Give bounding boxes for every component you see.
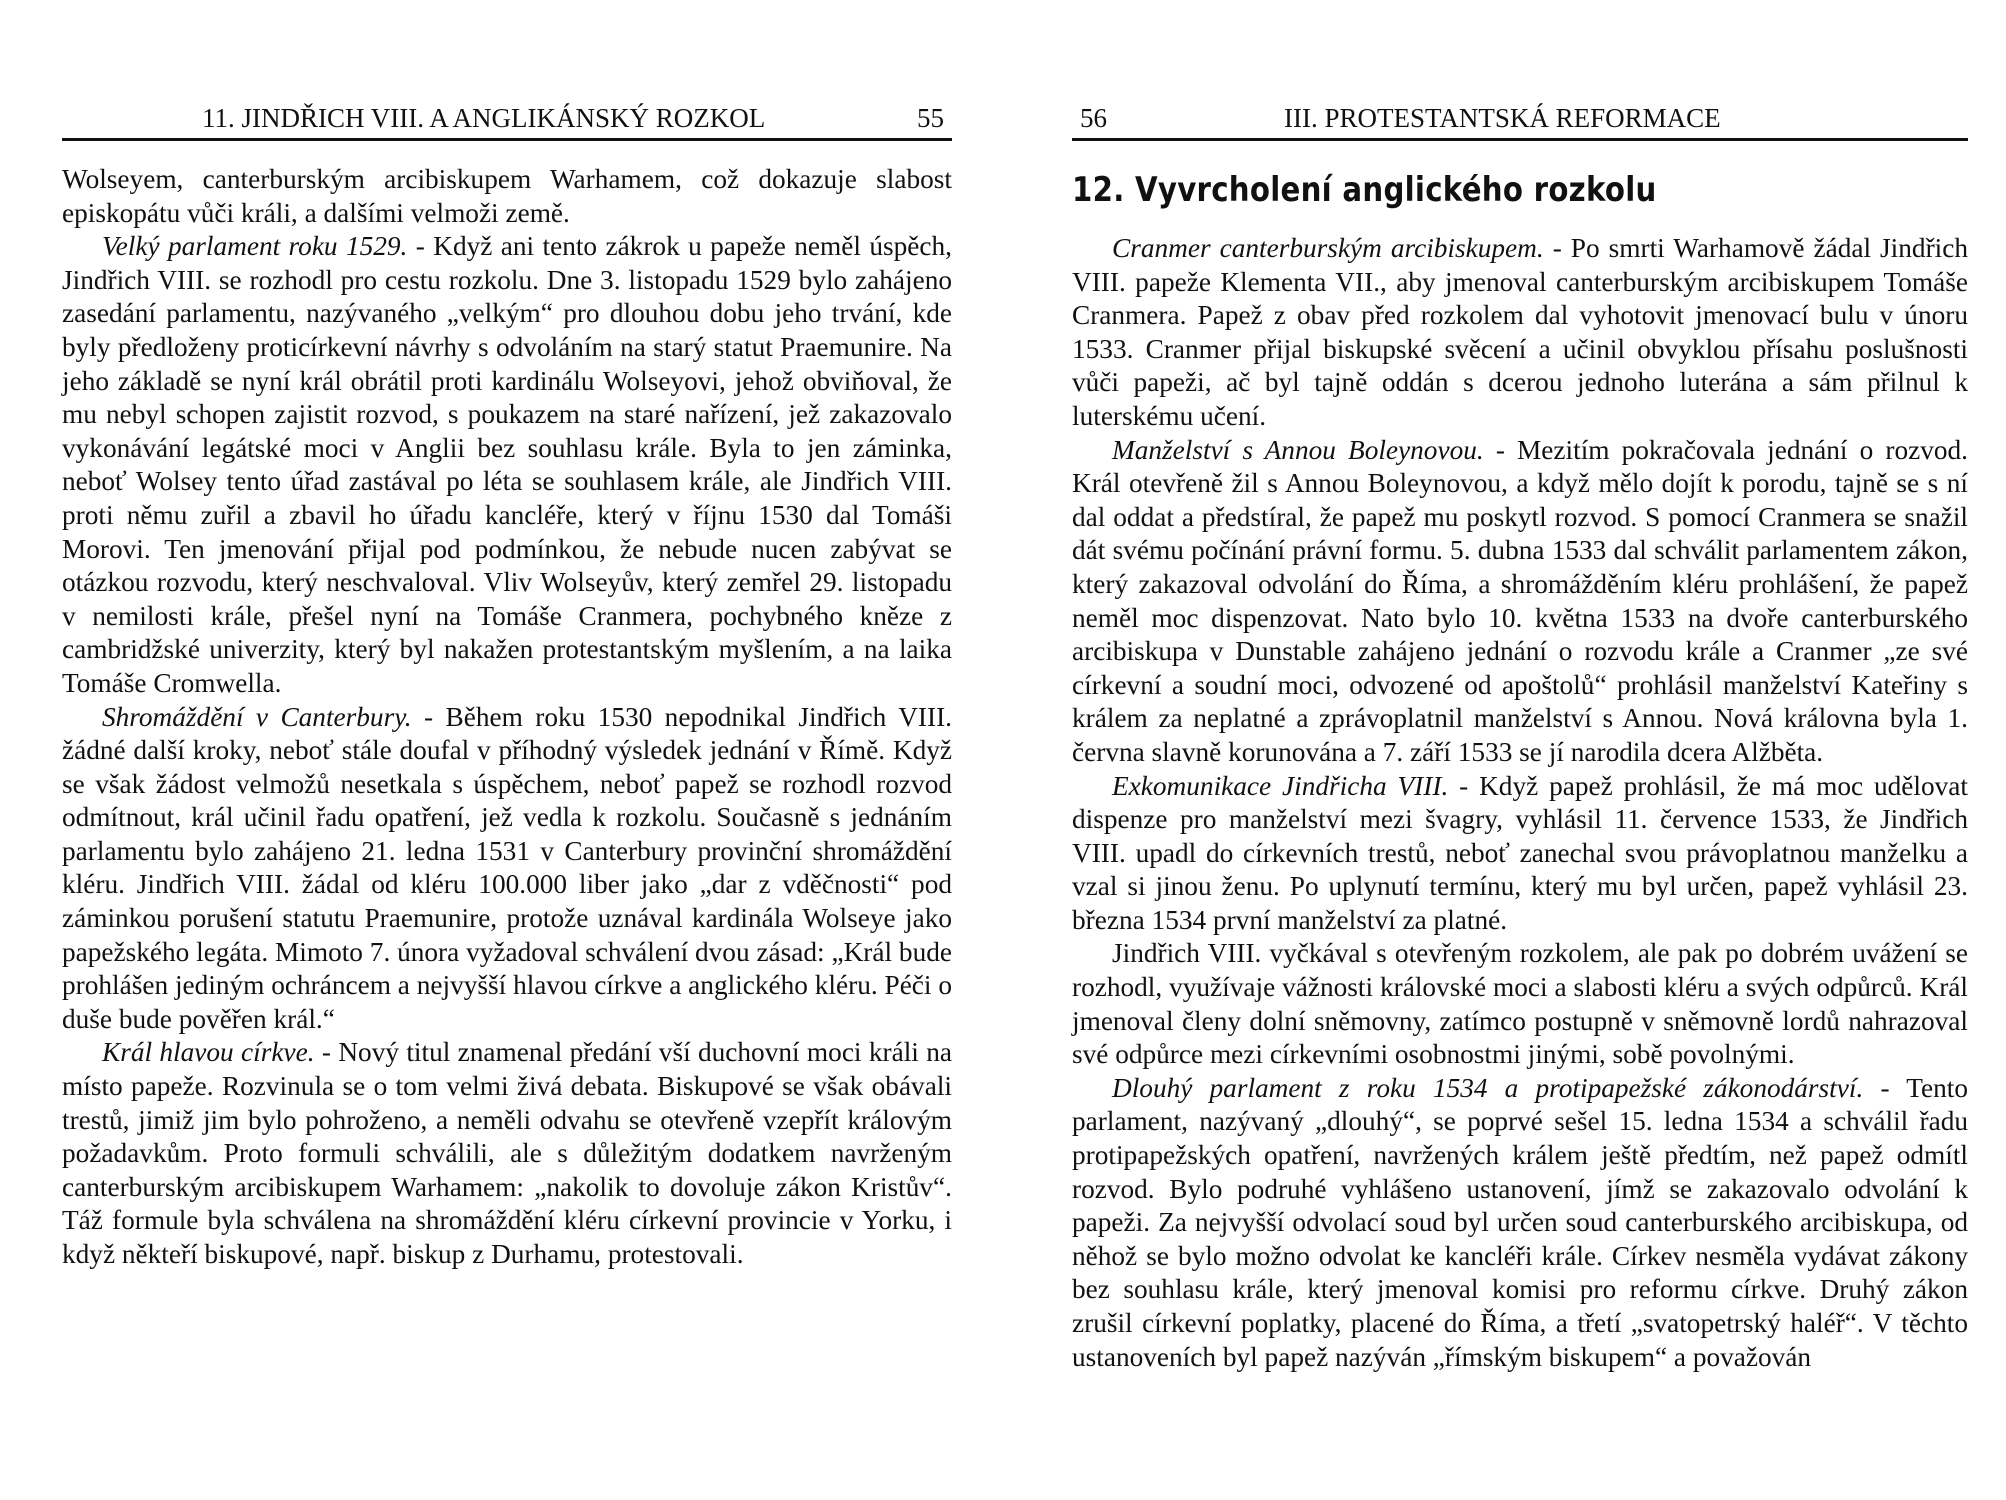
running-title-left: 11. JINDŘICH VIII. A ANGLIKÁNSKÝ ROZKOL — [202, 103, 766, 133]
paragraph — [1072, 434, 1968, 770]
paragraph-text: - Nový titul znamenal předání vší duchovní moci králi na místo papeže. Rozvinula se o tom velmi živá debata. Biskupové se však obávali trestů, jimiž jim bylo pohroženo, a neměli odvahu se otevřeně vzepřít královým požadavkům. Proto formuli schválili, ale s důležitým dodatkem navrženým canterburským arcibiskupem Warhamem: „nakolik to dovoluje zákon Kristův“. Táž formule byla schválena na shromáždění kléru církevní provincie v Yorku, i když někteří biskupové, např. biskup z Durhamu, protestovali. — [62, 1037, 952, 1269]
paragraph — [1072, 770, 1968, 938]
paragraph-lead: Manželství s Annou Boleynovou. — [1112, 434, 1484, 465]
paragraph — [62, 701, 952, 1037]
paragraph-text: - Po smrti Warhamově žádal Jindřich VIII. papeže Klementa VII., aby jmenoval canterburským arcibiskupem Tomáše Cranmera. Papež z obav před rozkolem dal vyhotovit jmenovací bulu v únoru 1533. Cranmer přijal biskupské svěcení a učinil obvyklou přísahu poslušnosti vůči papeži, ač byl tajně oddán s dcerou jednoho luterána a sám přilnul k luterskému učení. — [1072, 233, 1969, 431]
paragraph-text: - Během roku 1530 nepodnikal Jindřich VIII. žádné další kroky, neboť stále doufal v příhodný výsledek jednání v Římě. Když se však žádost velmožů nesetkala s úspěchem, neboť papež se rozhodl rozvod odmítnout, král učinil řadu opatření, jež vedla k rozkolu. Současně s jednáním parlamentu bylo zahájeno 21. ledna 1531 v Canterbury provinční shromáždění kléru. Jindřich VIII. žádal od kléru 100.000 liber jako „dar z vděčnosti“ pod záminkou porušení statutu Praemunire, protože uznával kardinála Wolseye jako papežského legáta. Mimoto 7. února vyžadoval schválení dvou zásad: „Král bude prohlášen jediným ochráncem a nejvyšší hlavou církve a anglického kléru. Péči o duše bude pověřen král.“ — [62, 701, 953, 1034]
paragraph — [62, 1036, 952, 1271]
paragraph-text: - Když papež prohlásil, že má moc udělovat dispenze pro manželství mezi švagry, vyhlásil 11. července 1533, že Jindřich VIII. upadl do církevních trestů, neboť zanechal svou právoplatnou manželku a vzal si jinou ženu. Po uplynutí termínu, který mu byl určen, papež vyhlásil 23. března 1534 první manželství za platné. — [1072, 770, 1968, 935]
left-page-body — [62, 163, 952, 1272]
right-page-body — [1072, 232, 1968, 1374]
paragraph-lead: Exkomunikace Jindřicha VIII. — [1112, 770, 1449, 801]
running-header-right — [1072, 98, 1968, 141]
paragraph-text: Jindřich VIII. vyčkával s otevřeným rozkolem, ale pak po dobrém uvážení se rozhodl, využívaje vážnosti královské moci a slabosti kléru a svých odpůrců. Král jmenoval členy dolní sněmovny, zatímco postupně v sněmovně lordů nahrazoval své odpůrce mezi církevními osobnostmi jinými, sobě povolnými. — [1072, 938, 1968, 1070]
paragraph-lead: Král hlavou církve. — [102, 1037, 315, 1068]
paragraph-text: - Když ani tento zákrok u papeže neměl úspěch, Jindřich VIII. se rozhodl pro cestu rozkolu. Dne 3. listopadu 1529 bylo zahájeno zasedání parlamentu, nazývaného „velkým“ pro dlouhou dobu jeho trvání, kde byly předloženy proticírkevní návrhy s odvoláním na starý statut Praemunire. Na jeho základě se nyní král obrátil proti kardinálu Wolseyovi, jehož obviňoval, že mu nebyl schopen zajistit rozvod, s poukazem na staré nařízení, jež zakazovalo vykonávání legátské moci v Anglii bez souhlasu krále. Byla to jen záminka, neboť Wolsey tento úřad zastával po léta se souhlasem krále, ale Jindřich VIII. proti němu zuřil a zbavil ho úřadu kancléře, který v říjnu 1530 dal Tomáši Morovi. Ten jmenování přijal pod podmínkou, že nebude nucen zabývat se otázkou rozvodu, který neschvaloval. Vliv Wolseyův, který zemřel 29. listopadu v nemilosti krále, přešel nyní na Tomáše Cranmera, pochybného kněze z cambridžské univerzity, který byl nakažen protestantským myšlením, a na laika Tomáše Cromwella. — [62, 231, 952, 698]
paragraph-text: - Tento parlament, nazývaný „dlouhý“, se poprvé sešel 15. ledna 1534 a schválil řadu protipapežských opatření, navržených králem ještě předtím, než papež odmítl rozvod. Bylo podruhé vyhlášeno ustanovení, jímž se zakazovalo odvolání k papeži. Za nejvyšší odvolací soud byl určen soud canterburského arcibiskupa, od něhož se bylo možno odvolat ke kancléři krále. Církev nesměla vydávat zákony bez souhlasu krále, který jmenoval komisi pro reformu církve. Druhý zákon zrušil církevní poplatky, placené do Říma, a třetí „svatopetrský haléř“. V těchto ustanoveních byl papež nazýván „římským biskupem“ a považován — [1072, 1072, 1968, 1372]
paragraph — [1072, 937, 1968, 1071]
running-header-left — [62, 98, 952, 141]
paragraph-lead: Dlouhý parlament z roku 1534 a protipapežské zákonodárství. — [1112, 1072, 1864, 1103]
paragraph — [62, 163, 952, 230]
paragraph-text: Wolseyem, canterburským arcibiskupem Warhamem, což dokazuje slabost episkopátu vůči králi, a dalšími velmoži země. — [62, 164, 952, 228]
paragraph-lead: Shromáždění v Canterbury. — [102, 701, 412, 732]
paragraph — [1072, 232, 1968, 434]
page-number-right: 56 — [1080, 103, 1107, 133]
paragraph-lead: Cranmer canterburským arcibiskupem. — [1112, 233, 1544, 263]
paragraph — [62, 230, 952, 700]
running-title-right: III. PROTESTANTSKÁ REFORMACE — [1284, 103, 1721, 133]
page-number-left: 55 — [917, 103, 944, 133]
paragraph — [1072, 1072, 1968, 1374]
paragraph-text: - Mezitím pokračovala jednání o rozvod. Král otevřeně žil s Annou Boleynovou, a když mělo dojít k porodu, tajně se s ní dal oddat a předstíral, že papež mu poskytl rozvod. S pomocí Cranmera se snažil dát svému počínání právní formu. 5. dubna 1533 dal schválit parlamentem zákon, který zakazoval odvolání do Říma, a shromážděním kléru prohlášení, že papež neměl moc dispenzovat. Nato bylo 10. května 1533 na dvoře canterburského arcibiskupa v Dunstable zahájeno jednání o rozvodu krále a Cranmer „ze své církevní a soudní moci, odvozené od apoštolů“ prohlásil manželství Kateřiny s králem za neplatné a zprávoplatnil manželství s Annou. Nová královna byla 1. června slavně korunována a 7. září 1533 se jí narodila dcera Alžběta. — [1072, 434, 1968, 767]
paragraph-lead: Velký parlament roku 1529. — [102, 231, 408, 262]
chapter-title: 12. Vyvrcholení anglického rozkolu — [1072, 170, 1657, 210]
